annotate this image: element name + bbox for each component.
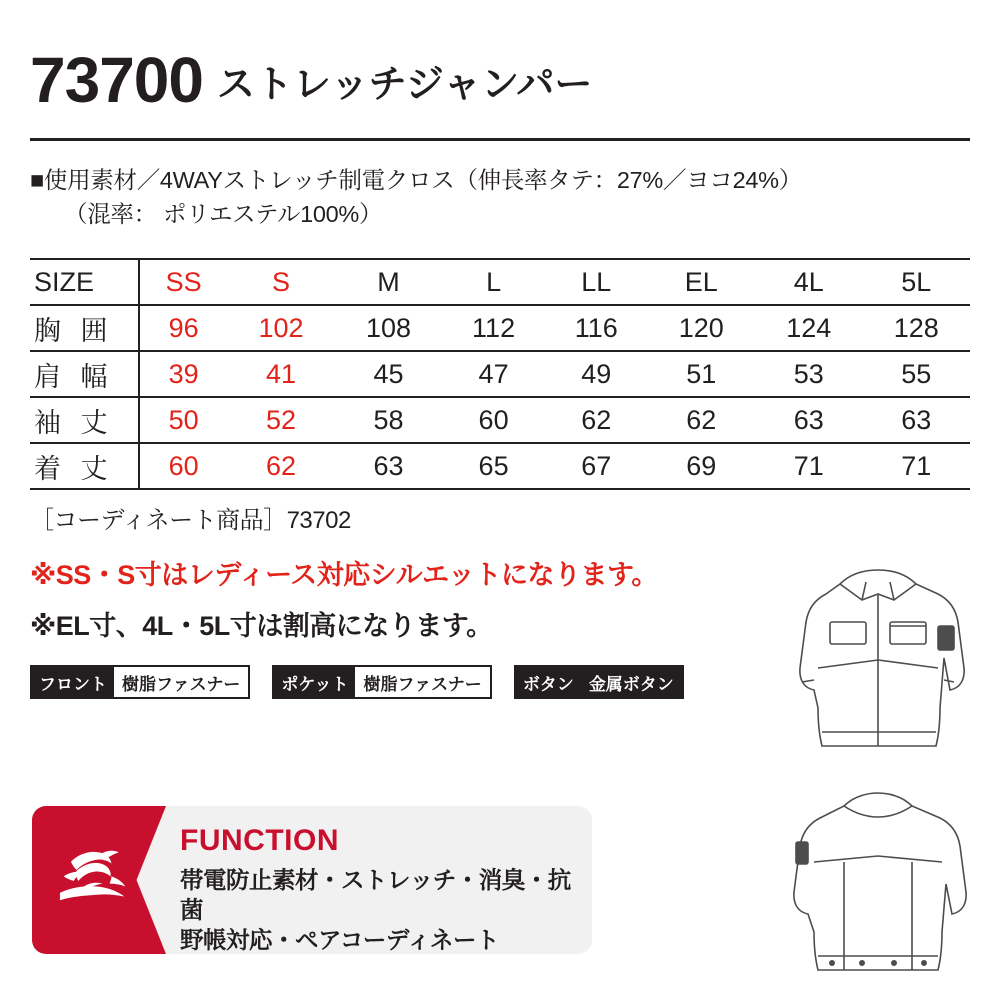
size-column-header: EL [648, 259, 755, 305]
size-column-header: M [335, 259, 442, 305]
product-code: 73700 [30, 44, 203, 116]
measurement-value: 60 [442, 397, 545, 443]
measurement-value: 63 [863, 397, 971, 443]
measurement-value: 120 [648, 305, 755, 351]
spec-tag [272, 665, 491, 699]
material-line-1: ■使用素材／4WAYストレッチ制電クロス（伸長率タテ：27%／ヨコ24%） [30, 167, 802, 193]
measurement-value: 62 [545, 397, 648, 443]
spec-tag-list [30, 665, 684, 699]
spec-tag-value: 樹脂ファスナー [114, 667, 248, 697]
measurement-label: 着 丈 [30, 443, 139, 489]
measurement-value: 124 [755, 305, 862, 351]
coordinate-product: ［コーディネート商品］73702 [30, 507, 351, 534]
measurement-value: 65 [442, 443, 545, 489]
spec-tag-key: ボタン [516, 667, 581, 697]
measurement-value: 39 [139, 351, 227, 397]
spec-tag-key: ポケット [274, 667, 355, 697]
measurement-value: 45 [335, 351, 442, 397]
size-table-header-row [30, 259, 970, 305]
function-title: FUNCTION [180, 824, 339, 857]
size-table-corner-label: SIZE [30, 259, 139, 305]
spec-tag-key: フロント [32, 667, 114, 697]
jacket-back-illustration [770, 780, 985, 985]
size-column-header: 4L [755, 259, 862, 305]
function-text [166, 806, 592, 954]
dragon-icon [32, 806, 166, 954]
measurement-value: 60 [139, 443, 227, 489]
measurement-value: 53 [755, 351, 862, 397]
spec-tag-value: 金属ボタン [581, 667, 682, 697]
table-row [30, 305, 970, 351]
function-panel [32, 806, 592, 954]
measurement-value: 50 [139, 397, 227, 443]
measurement-value: 108 [335, 305, 442, 351]
measurement-value: 116 [545, 305, 648, 351]
size-column-header: LL [545, 259, 648, 305]
measurement-value: 58 [335, 397, 442, 443]
measurement-value: 69 [648, 443, 755, 489]
measurement-value: 47 [442, 351, 545, 397]
size-column-header: 5L [863, 259, 971, 305]
measurement-value: 128 [863, 305, 971, 351]
product-name: ストレッチジャンパー [216, 64, 593, 106]
measurement-value: 67 [545, 443, 648, 489]
measurement-value: 96 [139, 305, 227, 351]
note-price-surcharge: ※EL寸、4L・5L寸は割高になります。 [30, 611, 493, 641]
function-features-line-1: 帯電防止素材・ストレッチ・消臭・抗菌 [180, 867, 571, 924]
size-table [30, 258, 970, 490]
header-divider [30, 138, 970, 141]
measurement-value: 71 [863, 443, 971, 489]
measurement-value: 112 [442, 305, 545, 351]
table-row [30, 397, 970, 443]
measurement-value: 41 [227, 351, 334, 397]
measurement-label: 胸 囲 [30, 305, 139, 351]
spec-tag-value: 樹脂ファスナー [355, 667, 489, 697]
function-features [180, 865, 582, 954]
page-title [30, 44, 970, 116]
spec-tag [30, 665, 250, 699]
measurement-value: 62 [648, 397, 755, 443]
table-row [30, 351, 970, 397]
measurement-value: 63 [335, 443, 442, 489]
measurement-value: 52 [227, 397, 334, 443]
measurement-value: 63 [755, 397, 862, 443]
measurement-value: 49 [545, 351, 648, 397]
measurement-label: 肩 幅 [30, 351, 139, 397]
note-ladies-silhouette: ※SS・S寸はレディース対応シルエットになります。 [30, 560, 658, 590]
function-features-line-2: 野帳対応・ペアコーディネート [180, 927, 499, 954]
measurement-value: 55 [863, 351, 971, 397]
size-column-header: L [442, 259, 545, 305]
size-column-header: S [227, 259, 334, 305]
measurement-value: 102 [227, 305, 334, 351]
measurement-value: 62 [227, 443, 334, 489]
measurement-label: 袖 丈 [30, 397, 139, 443]
measurement-value: 71 [755, 443, 862, 489]
jacket-front-illustration [778, 548, 978, 778]
material-line-2: （混率： ポリエステル100%） [64, 201, 383, 228]
material-description [30, 163, 975, 231]
measurement-value: 51 [648, 351, 755, 397]
size-column-header: SS [139, 259, 227, 305]
spec-tag [514, 665, 684, 699]
table-row [30, 443, 970, 489]
